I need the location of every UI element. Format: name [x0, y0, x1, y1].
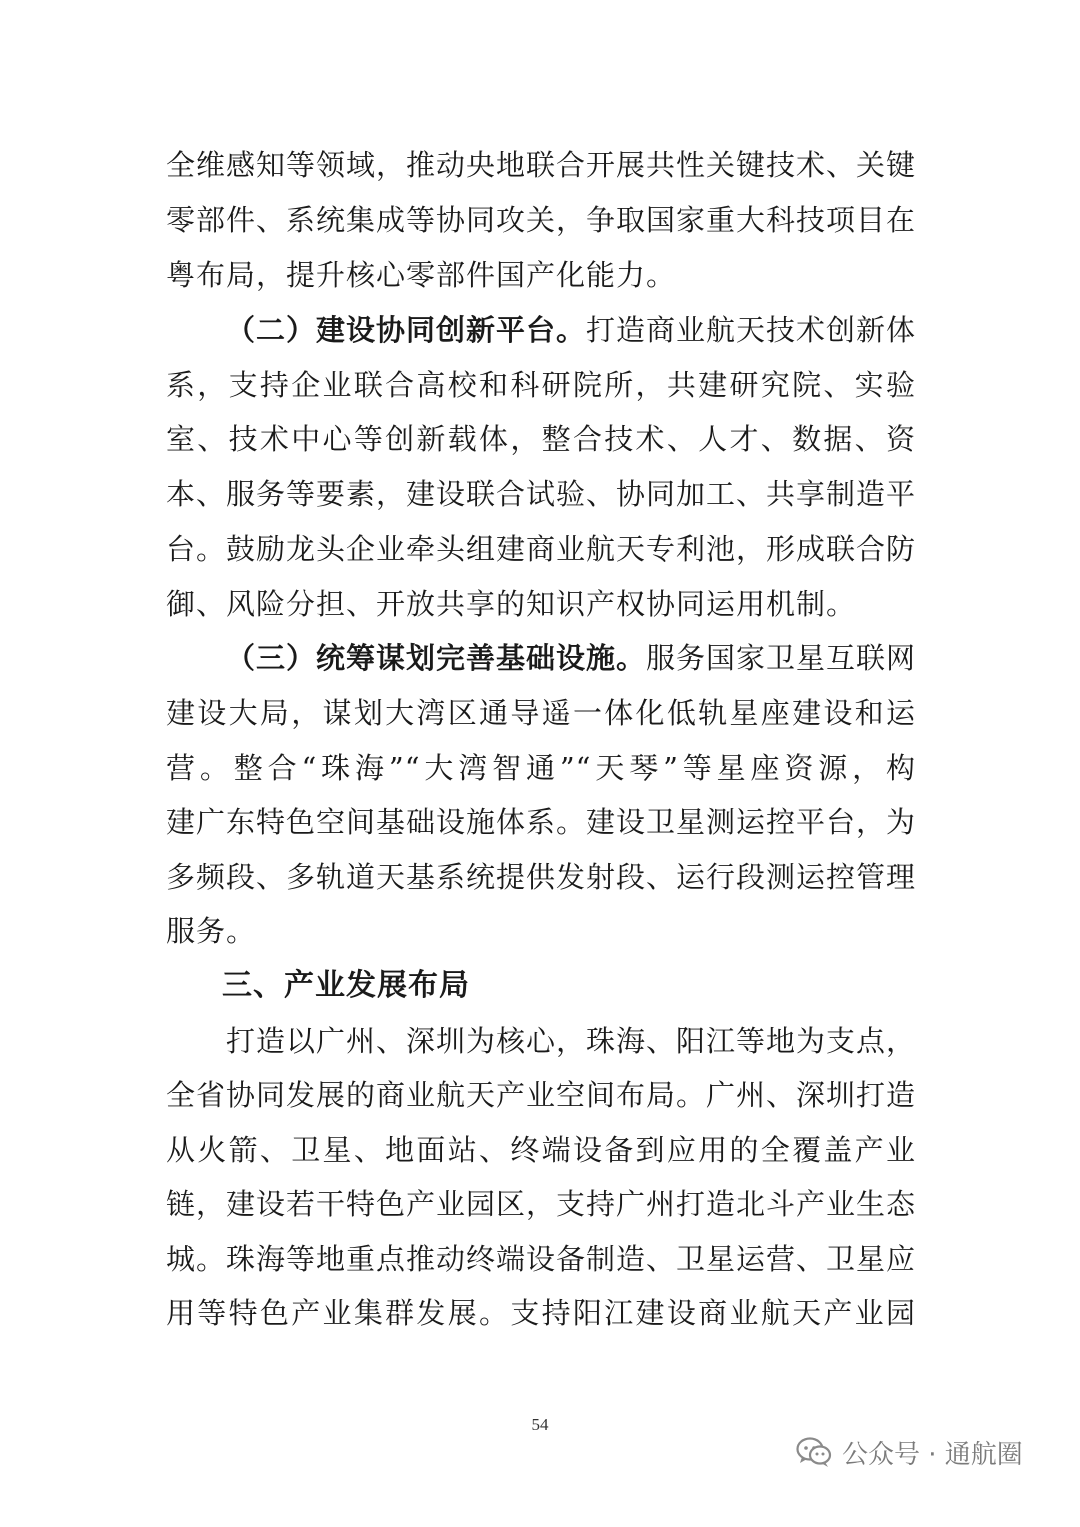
body-line: 零部件、系统集成等协同攻关，争取国家重大科技项目在: [166, 203, 917, 237]
body-line: 系，支持企业联合高校和科研院所，共建研究院、实验: [166, 368, 916, 402]
body-line: 粤布局，提升核心零部件国产化能力。: [166, 258, 677, 292]
body-line: 建广东特色空间基础设施体系。建设卫星测运控平台，为: [166, 805, 917, 839]
watermark: [796, 1432, 1023, 1472]
body-line: 室、技术中心等创新载体，整合技术、人才、数据、资: [166, 422, 916, 456]
body-line: 御、风险分担、开放共享的知识产权协同运用机制。: [166, 587, 857, 621]
wechat-icon: [796, 1436, 832, 1468]
body-line: 建设大局，谋划大湾区通导遥一体化低轨星座建设和运: [166, 696, 916, 730]
body-line: 台。鼓励龙头企业牵头组建商业航天专利池，形成联合防: [166, 532, 917, 566]
body-line: 全省协同发展的商业航天产业空间布局。广州、深圳打造: [166, 1078, 917, 1112]
subheading-innovation-platform: （二）建设协同创新平台。: [226, 313, 587, 347]
page-number: 54: [531, 1415, 549, 1434]
body-line: 打造以广州、深圳为核心，珠海、阳江等地为支点，: [226, 1024, 917, 1058]
paragraph-line: [226, 630, 916, 686]
section-heading: 三、产业发展布局: [222, 968, 470, 1003]
body-line: 城。珠海等地重点推动终端设备制造、卫星运营、卫星应: [166, 1242, 917, 1276]
body-line: 从火箭、卫星、地面站、终端设备到应用的全覆盖产业: [166, 1133, 916, 1167]
body-line: 服务。: [166, 914, 257, 948]
body-line: 用等特色产业集群发展。支持阳江建设商业航天产业园: [166, 1296, 916, 1330]
subheading-infrastructure: （三）统筹谋划完善基础设施。: [226, 641, 647, 675]
body-line: 多频段、多轨道天基系统提供发射段、运行段测运控管理: [166, 860, 917, 894]
body-line: 本、服务等要素，建设联合试验、协同加工、共享制造平: [166, 477, 917, 511]
paragraph-line: [226, 302, 916, 358]
body-line: 营。整合“珠海”“大湾智通”“天琴”等星座资源，构: [166, 751, 916, 785]
body-line: 链，建设若干特色产业园区，支持广州打造北斗产业生态: [166, 1187, 917, 1221]
body-text: 服务国家卫星互联网: [646, 641, 917, 675]
watermark-text: 公众号 · 通航圈: [842, 1439, 1023, 1470]
body-line: 全维感知等领域，推动央地联合开展共性关键技术、关键: [166, 148, 917, 182]
body-text: 打造商业航天技术创新体: [586, 313, 917, 347]
